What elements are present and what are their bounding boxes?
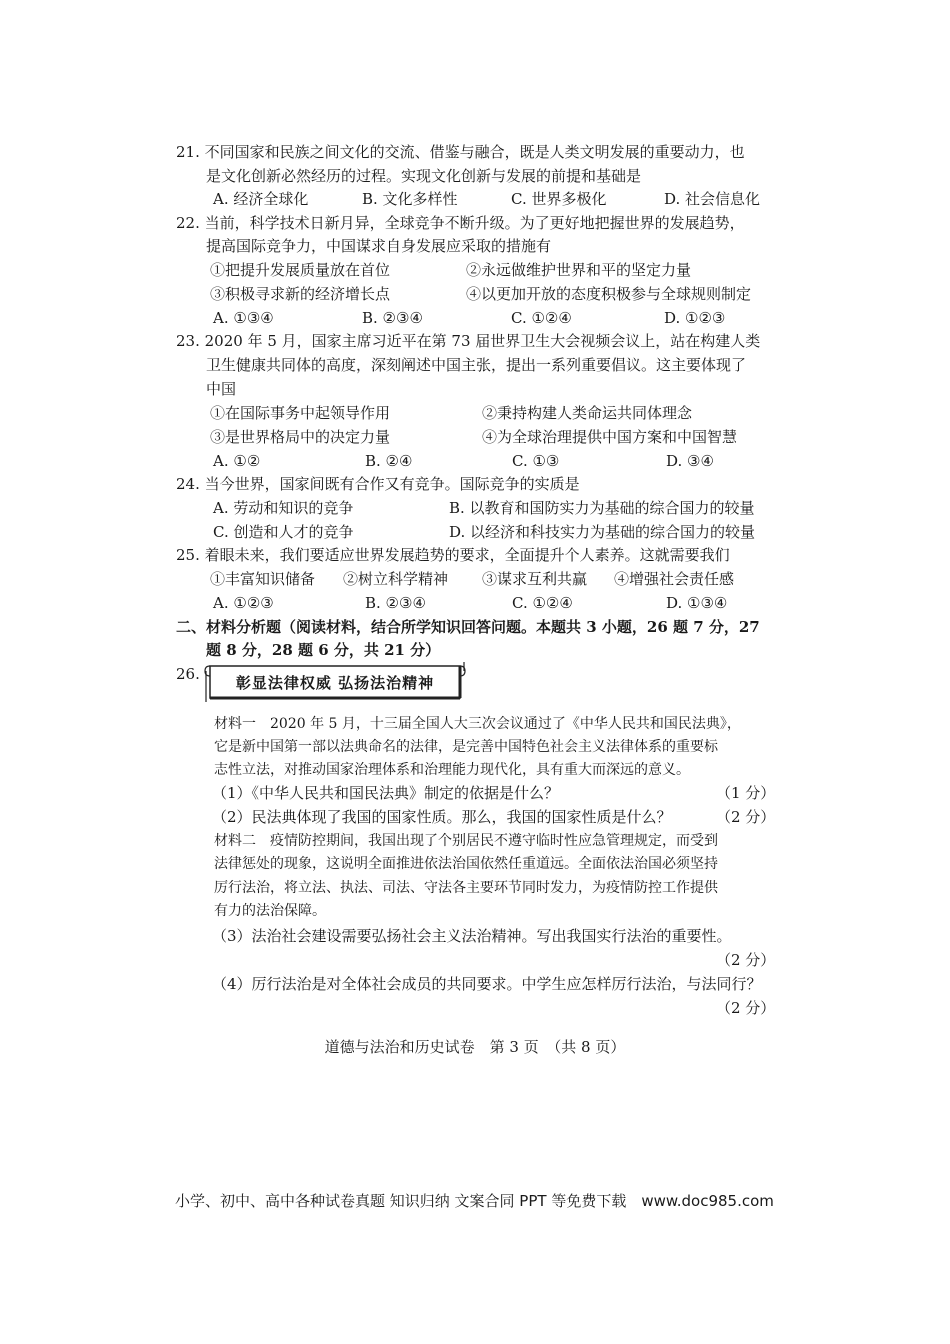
q21-option-a: A. 经济全球化: [213, 190, 309, 208]
q25-stem-line1: 25. 着眼未来，我们要适应世界发展趋势的要求，全面提升个人素养。这就需要我们: [176, 546, 730, 564]
q22-item-3: ③积极寻求新的经济增长点: [210, 285, 391, 303]
q23-item-2: ②秉持构建人类命运共同体理念: [482, 404, 693, 422]
q26-material2-line1: 材料二 疫情防控期间，我国出现了个别居民不遵守临时性应急管理规定，而受到: [214, 833, 718, 849]
q25-option-b: B. ②③④: [365, 594, 426, 612]
q22-option-c: C. ①②④: [511, 309, 572, 327]
q26-material1-line3: 志性立法，对推动国家治理体系和治理能力现代化，具有重大而深远的意义。: [214, 762, 690, 778]
section2-heading-line1: 二、材料分析题（阅读材料，结合所学知识回答问题。本题共 3 小题，26 题 7 分，27: [176, 618, 760, 636]
q22-option-b: B. ②③④: [362, 309, 423, 327]
q26-number: 26.: [176, 665, 200, 683]
download-watermark[interactable]: 小学、初中、高中各种试卷真题 知识归纳 文案合同 PPT 等免费下载 www.doc985.com: [175, 1192, 774, 1210]
q26-material1-line2: 它是新中国第一部以法典命名的法律，是完善中国特色社会主义法律体系的重要标: [214, 739, 718, 755]
q22-item-4: ④以更加开放的态度积极参与全球规则制定: [466, 285, 752, 303]
q23-stem-line3: 中国: [206, 380, 237, 398]
q26-sub2-score: （2 分）: [716, 808, 776, 826]
q25-item-1: ①丰富知识储备: [210, 570, 316, 588]
q23-item-1: ①在国际事务中起领导作用: [210, 404, 391, 422]
q23-option-c: C. ①③: [512, 452, 560, 470]
q25-item-4: ④增强社会责任感: [614, 570, 735, 588]
q22-item-2: ②永远做维护世界和平的坚定力量: [466, 261, 692, 279]
q25-item-3: ③谋求互利共赢: [482, 570, 588, 588]
q21-option-b: B. 文化多样性: [362, 190, 458, 208]
q24-stem-line1: 24. 当今世界，国家间既有合作又有竞争。国际竞争的实质是: [176, 475, 580, 493]
q22-option-d: D. ①②③: [664, 309, 726, 327]
page-footer: 道德与法治和历史试卷 第 3 页 （共 8 页）: [324, 1038, 626, 1056]
q22-item-1: ①把提升发展质量放在首位: [210, 261, 391, 279]
q26-material2-line4: 有力的法治保障。: [214, 903, 326, 919]
q25-option-a: A. ①②③: [213, 594, 274, 612]
q23-option-d: D. ③④: [666, 452, 714, 470]
q22-stem-line2: 提高国际竞争力，中国谋求自身发展应采取的措施有: [206, 237, 552, 255]
q23-item-4: ④为全球治理提供中国方案和中国智慧: [482, 428, 738, 446]
q24-option-d: D. 以经济和科技实力为基础的综合国力的较量: [449, 523, 756, 541]
q26-sub4: （4）厉行法治是对全体社会成员的共同要求。中学生应怎样厉行法治，与法同行？: [212, 975, 762, 993]
q26-sub1-score: （1 分）: [716, 784, 776, 802]
q26-sub2: （2）民法典体现了我国的国家性质。那么，我国的国家性质是什么？: [212, 808, 672, 826]
q23-option-a: A. ①②: [213, 452, 261, 470]
q26-sub3-score: （2 分）: [716, 951, 776, 969]
q21-stem-line2: 是文化创新必然经历的过程。实现文化创新与发展的前提和基础是: [206, 167, 642, 185]
q21-option-c: C. 世界多极化: [511, 190, 607, 208]
q23-option-b: B. ②④: [365, 452, 413, 470]
q21-stem-line1: 21. 不同国家和民族之间文化的交流、借鉴与融合，既是人类文明发展的重要动力，也: [176, 143, 745, 161]
q26-sub3: （3）法治社会建设需要弘扬社会主义法治精神。写出我国实行法治的重要性。: [212, 927, 732, 945]
q26-sub1: （1）《中华人民共和国民法典》制定的依据是什么？: [212, 784, 560, 802]
q24-option-c: C. 创造和人才的竞争: [213, 523, 354, 541]
q24-option-b: B. 以教育和国防实力为基础的综合国力的较量: [449, 499, 755, 517]
q26-material1-line1: 材料一 2020 年 5 月，十三届全国人大三次会议通过了《中华人民共和国民法典》，: [214, 716, 741, 732]
q26-banner: [204, 662, 466, 702]
q24-option-a: A. 劳动和知识的竞争: [213, 499, 354, 517]
q26-sub4-score: （2 分）: [716, 999, 776, 1017]
q26-banner-title: 彰显法律权威 弘扬法治精神: [235, 674, 435, 692]
q25-item-2: ②树立科学精神: [343, 570, 449, 588]
q22-option-a: A. ①③④: [213, 309, 274, 327]
section2-heading-line2: 题 8 分，28 题 6 分，共 21 分）: [206, 641, 441, 659]
q22-stem-line1: 22. 当前，科学技术日新月异，全球竞争不断升级。为了更好地把握世界的发展趋势，: [176, 214, 745, 232]
q23-item-3: ③是世界格局中的决定力量: [210, 428, 391, 446]
q21-option-d: D. 社会信息化: [664, 190, 761, 208]
q25-option-c: C. ①②④: [512, 594, 573, 612]
q23-stem-line2: 卫生健康共同体的高度，深刻阐述中国主张，提出一系列重要倡议。这主要体现了: [206, 356, 747, 374]
q25-option-d: D. ①③④: [666, 594, 728, 612]
q23-stem-line1: 23. 2020 年 5 月，国家主席习近平在第 73 届世界卫生大会视频会议上，站在构建人类: [176, 332, 761, 350]
q26-material2-line2: 法律惩处的现象，这说明全面推进依法治国依然任重道远。全面依法治国必须坚持: [214, 856, 718, 872]
q26-material2-line3: 厉行法治，将立法、执法、司法、守法各主要环节同时发力，为疫情防控工作提供: [214, 880, 718, 896]
